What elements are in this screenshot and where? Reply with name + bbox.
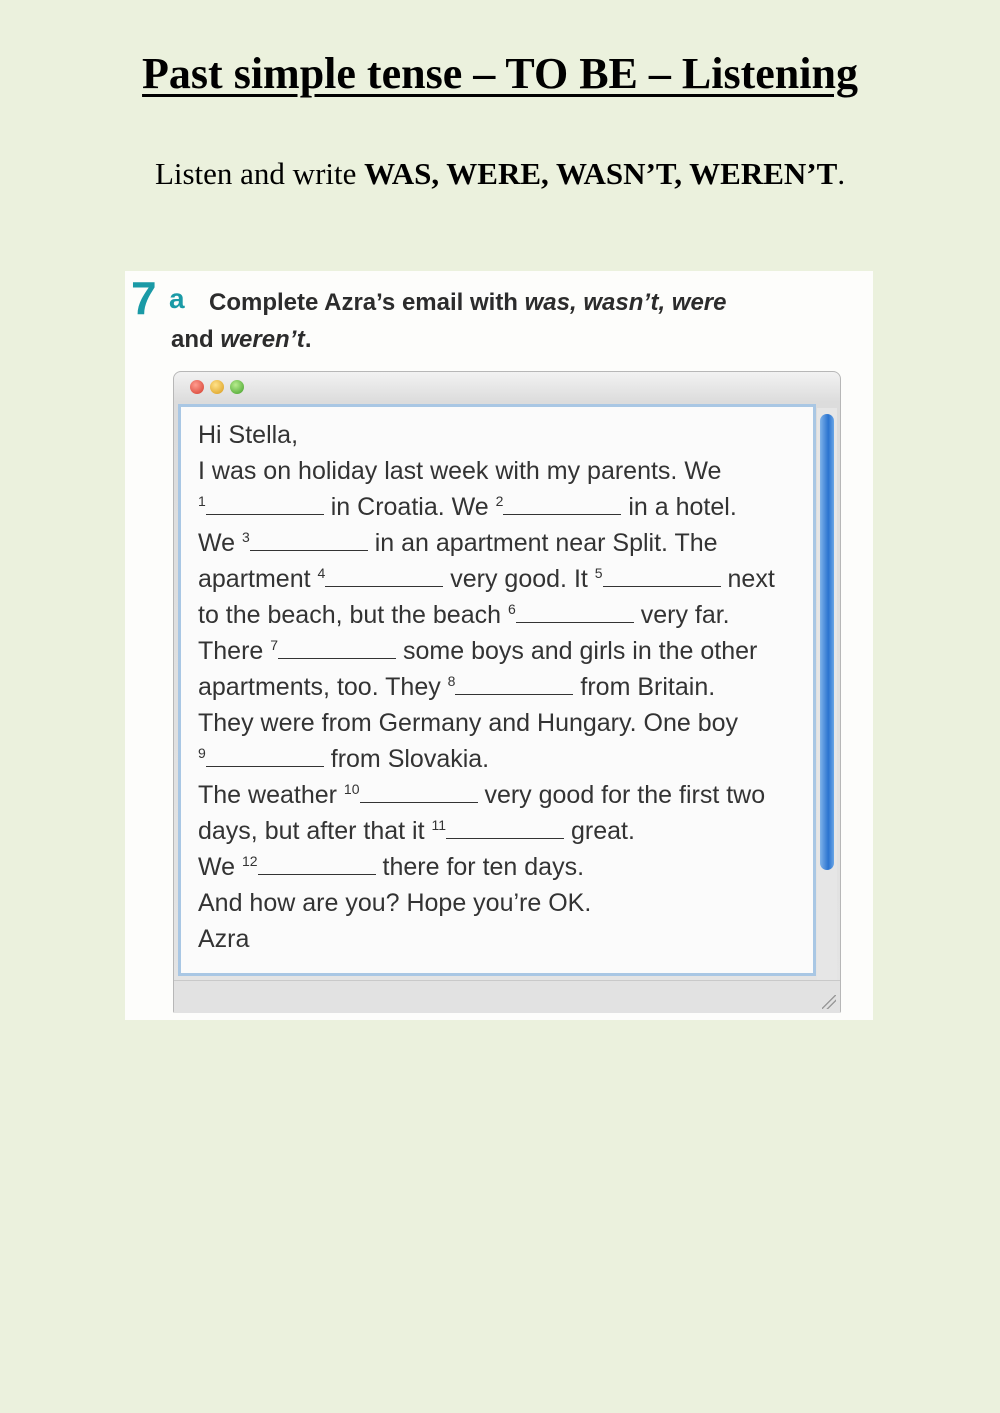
email-line — [198, 813, 808, 849]
gap-2[interactable] — [503, 492, 621, 515]
exercise-text-a: Complete Azra’s email with — [209, 289, 525, 316]
email-line — [198, 597, 808, 633]
instruction-words: WAS, WERE, WASN’T, WEREN’T — [364, 156, 838, 191]
email-line: They were from Germany and Hungary. One boy — [198, 709, 739, 737]
gap-7[interactable] — [278, 636, 396, 659]
exercise-scan — [125, 271, 873, 1020]
gap-number: 3 — [242, 529, 250, 545]
instruction — [0, 156, 1000, 192]
maximize-icon[interactable] — [230, 380, 244, 394]
email-line — [198, 489, 808, 525]
email-text-fragment: very good. It — [443, 565, 595, 593]
gap-number: 2 — [495, 493, 504, 509]
email-text-fragment: in Croatia. We — [323, 493, 496, 521]
email-text-fragment: apartments, too. They — [198, 673, 448, 701]
exercise-text-b: was, wasn’t, were — [524, 289, 727, 316]
email-text-fragment: The weather — [198, 781, 344, 809]
email-line — [198, 633, 808, 669]
gap-number: 10 — [343, 781, 360, 797]
email-text — [198, 417, 808, 957]
minimize-icon[interactable] — [210, 380, 224, 394]
email-text-fragment: very good for the first two — [477, 781, 766, 809]
email-text-fragment: there for ten days. — [375, 853, 585, 881]
exercise-text-d: weren’t — [220, 326, 305, 353]
gap-number: 8 — [447, 673, 456, 689]
email-line — [198, 777, 808, 813]
scrollbar-thumb[interactable] — [820, 414, 834, 870]
scrollbar[interactable] — [817, 408, 837, 980]
email-line — [198, 669, 808, 705]
exercise-text-e: . — [304, 326, 312, 353]
email-text-fragment: very far. — [633, 601, 730, 629]
gap-11[interactable] — [446, 816, 564, 839]
email-line — [198, 525, 808, 561]
email-text-fragment: next — [720, 565, 775, 593]
gap-10[interactable] — [360, 780, 478, 803]
email-text-fragment: from Slovakia. — [323, 745, 490, 773]
gap-12[interactable] — [258, 852, 376, 875]
gap-9[interactable] — [206, 744, 324, 767]
gap-number: 7 — [270, 637, 279, 653]
email-greeting: Hi Stella, — [198, 421, 299, 449]
exercise-text-c: and — [171, 326, 221, 353]
window-statusbar — [174, 980, 840, 1013]
gap-number: 12 — [242, 853, 258, 869]
email-text-fragment: We — [198, 853, 242, 881]
email-text-fragment: days, but after that it — [198, 817, 432, 845]
email-text-fragment: in a hotel. — [621, 493, 737, 521]
gap-number: 6 — [507, 601, 516, 617]
email-text-fragment: some boys and girls in the other — [396, 637, 758, 665]
email-window — [173, 371, 841, 1013]
email-text-fragment: We — [198, 529, 242, 557]
exercise-letter: a — [169, 283, 185, 314]
gap-3[interactable] — [250, 528, 368, 551]
gap-number: 4 — [317, 565, 326, 581]
email-signature: Azra — [198, 925, 250, 953]
email-line — [198, 561, 808, 597]
exercise-line2 — [171, 321, 311, 358]
email-line: And how are you? Hope you’re OK. — [198, 889, 592, 917]
resize-grip-icon[interactable] — [822, 995, 836, 1009]
gap-number: 11 — [431, 817, 447, 833]
email-body — [178, 404, 816, 976]
page-title: Past simple tense – TO BE – Listening — [142, 49, 858, 98]
gap-4[interactable] — [325, 564, 443, 587]
gap-5[interactable] — [603, 564, 721, 587]
gap-number: 9 — [198, 745, 206, 761]
email-text-fragment: great. — [564, 817, 635, 845]
email-text-fragment: in an apartment near Split. The — [367, 529, 718, 557]
email-text-fragment: apartment — [198, 565, 318, 593]
exercise-instruction — [171, 284, 849, 353]
email-text-fragment: to the beach, but the beach — [198, 601, 508, 629]
email-line: I was on holiday last week with my parents. We — [198, 457, 722, 485]
exercise-number: 7 — [131, 272, 157, 324]
gap-number: 5 — [594, 565, 603, 581]
gap-number: 1 — [198, 493, 206, 509]
email-text-fragment: There — [198, 637, 271, 665]
email-line — [198, 741, 808, 777]
gap-8[interactable] — [455, 672, 573, 695]
email-text-fragment: from Britain. — [573, 673, 716, 701]
window-titlebar — [174, 372, 840, 402]
email-line — [198, 849, 808, 885]
instruction-suffix: . — [837, 156, 846, 191]
instruction-prefix: Listen and write — [154, 156, 365, 191]
gap-6[interactable] — [516, 600, 634, 623]
gap-1[interactable] — [206, 492, 324, 515]
close-icon[interactable] — [190, 380, 204, 394]
